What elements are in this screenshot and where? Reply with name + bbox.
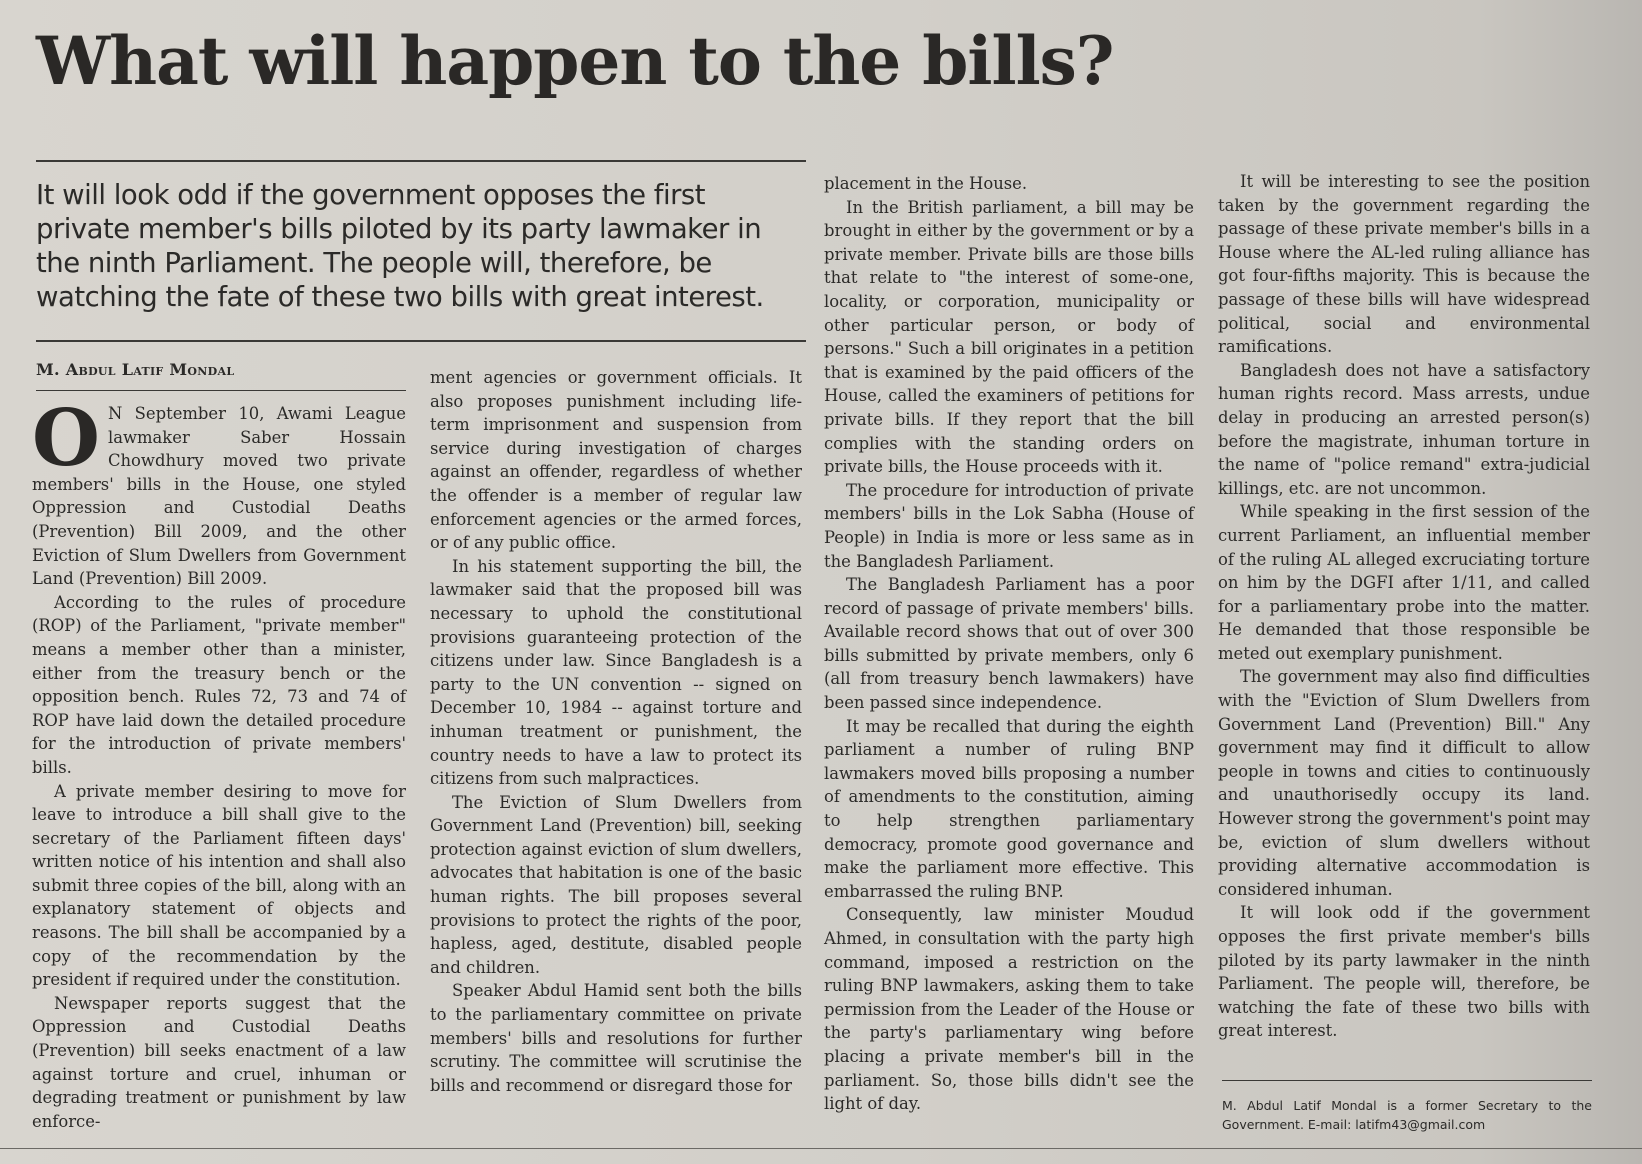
paragraph: The Eviction of Slum Dwellers from Government Land (Prevention) bill, seeking protection against eviction of slum dwellers, advocates that habitation is one of the basic human rights. The bill proposes several provisions to protect the rights of the poor, hapless, aged, destitute, disabled people and children.: [430, 792, 802, 977]
deck-top-rule: [36, 160, 806, 162]
column-1: [32, 393, 406, 1133]
paragraph: [32, 393, 406, 591]
column-3: [824, 172, 1194, 1116]
paragraph: While speaking in the first session of the current Parliament, an influential member of the ruling AL alleged excruciating torture on him by the DGFI after 1/11, and called for a parliamentary probe into the matter. He demanded that those responsible be meted out exemplary punishment.: [1218, 502, 1590, 663]
page-bottom-rule: [0, 1148, 1642, 1149]
column-4: [1218, 170, 1590, 1043]
paragraph: Bangladesh does not have a satisfactory human rights record. Mass arrests, undue delay in producing an arrested person(s) before the magistrate, inhuman torture in the name of "police remand" extra-judicial killings, etc. are not uncommon.: [1218, 360, 1590, 498]
paragraph: It will look odd if the government opposes the first private member's bills piloted by its party lawmaker in the ninth Parliament. The people will, therefore, be watching the fate of these two bills with great interest.: [1218, 903, 1590, 1041]
paragraph: The procedure for introduction of private members' bills in the Lok Sabha (House of People) in India is more or less same as in the Bangladesh Parliament.: [824, 480, 1194, 571]
paragraph: The Bangladesh Parliament has a poor record of passage of private members' bills. Available record shows that out of over 300 bills submitted by private members, only 6 (all from treasury bench lawmakers) have been passed since independence.: [824, 575, 1194, 713]
headline: What will happen to the bills?: [36, 22, 1114, 100]
paragraph: placement in the House.: [824, 174, 1028, 193]
deck-bottom-rule: [36, 340, 806, 342]
paragraph: Newspaper reports suggest that the Oppression and Custodial Deaths (Prevention) bill seeks enactment of a law against torture and cruel, inhuman or degrading treatment or punishment by law enforce-: [32, 993, 406, 1131]
footnote-rule: [1222, 1080, 1592, 1081]
paragraph: ment agencies or government officials. It also proposes punishment including life-term imprisonment and suspension from service during investigation of charges against an offender, regardless of whether the offender is a member of regular law enforcement agencies or the armed forces, or of any public office.: [430, 368, 802, 553]
drop-cap: O: [32, 393, 100, 484]
byline: M. Abdul Latif Mondal: [36, 360, 235, 379]
byline-rule: [36, 390, 406, 391]
paragraph: It will be interesting to see the position taken by the government regarding the passage of these private member's bills in a House where the AL-led ruling alliance has got four-fifths majority. This is because the passage of these bills will have widespread political, social and environmental ramifications.: [1218, 172, 1590, 357]
paragraph: Speaker Abdul Hamid sent both the bills to the parliamentary committee on private members' bills and resolutions for further scrutiny. The committee will scrutinise the bills and recommend or disregard those for: [430, 981, 802, 1095]
column-2: [430, 366, 802, 1097]
paragraph: According to the rules of procedure (ROP) of the Parliament, "private member" means a member other than a minister, either from the treasury bench or the opposition bench. Rules 72, 73 and 74 of ROP have laid down the detailed procedure for the introduction of private members' bills.: [32, 592, 406, 777]
paragraph-text: N September 10, Awami League lawmaker Saber Hossain Chowdhury moved two private members' bills in the House, one styled Oppression and Custodial Deaths (Prevention) Bill 2009, and the other Eviction of Slum Dwellers from Government Land (Prevention) Bill 2009.: [32, 404, 406, 589]
paragraph: Consequently, law minister Moudud Ahmed, in consultation with the party high command, imposed a restriction on the ruling BNP lawmakers, asking them to take permission from the Leader of the House or the party's parliamentary wing before placing a private member's bill in the parliament. So, those bills didn't see the light of day.: [824, 905, 1194, 1114]
deck-summary: It will look odd if the government opposes the first private member's bills piloted by its party lawmaker in the ninth Parliament. The people will, therefore, be watching the fate of these two bills with great interest.: [36, 179, 764, 313]
author-footnote: M. Abdul Latif Mondal is a former Secretary to the Government. E-mail: latifm43@gmail.com: [1222, 1098, 1592, 1132]
paragraph: It may be recalled that during the eighth parliament a number of ruling BNP lawmakers moved bills proposing a number of amendments to the constitution, aiming to help strengthen parliamentary democracy, promote good governance and make the parliament more effective. This embarrassed the ruling BNP.: [824, 716, 1194, 901]
paragraph: In the British parliament, a bill may be brought in either by the government or by a private member. Private bills are those bills that relate to "the interest of some-one, locality, or corporation, municipality or other particular person, or body of persons." Such a bill originates in a petition that is examined by the paid officers of the House, called the examiners of petitions for private bills. If they report that the bill complies with the standing orders on private bills, the House proceeds with it.: [824, 197, 1194, 477]
paragraph: In his statement supporting the bill, the lawmaker said that the proposed bill was necessary to uphold the constitutional provisions guaranteeing protection of the citizens under law. Since Bangladesh is a party to the UN convention -- signed on December 10, 1984 -- against torture and inhuman treatment or punishment, the country needs to have a law to protect its citizens from such malpractices.: [430, 556, 802, 789]
paragraph: The government may also find difficulties with the "Eviction of Slum Dwellers from Government Land (Prevention) Bill." Any government may find it difficult to allow people in towns and cities to continuously and unauthorisedly occupy its land. However strong the government's point may be, eviction of slum dwellers without providing alternative accommodation is considered inhuman.: [1218, 667, 1590, 899]
paragraph: A private member desiring to move for leave to introduce a bill shall give to the secretary of the Parliament fifteen days' written notice of his intention and shall also submit three copies of the bill, along with an explanatory statement of objects and reasons. The bill shall be accompanied by a copy of the recommendation by the president if required under the constitution.: [32, 781, 406, 990]
